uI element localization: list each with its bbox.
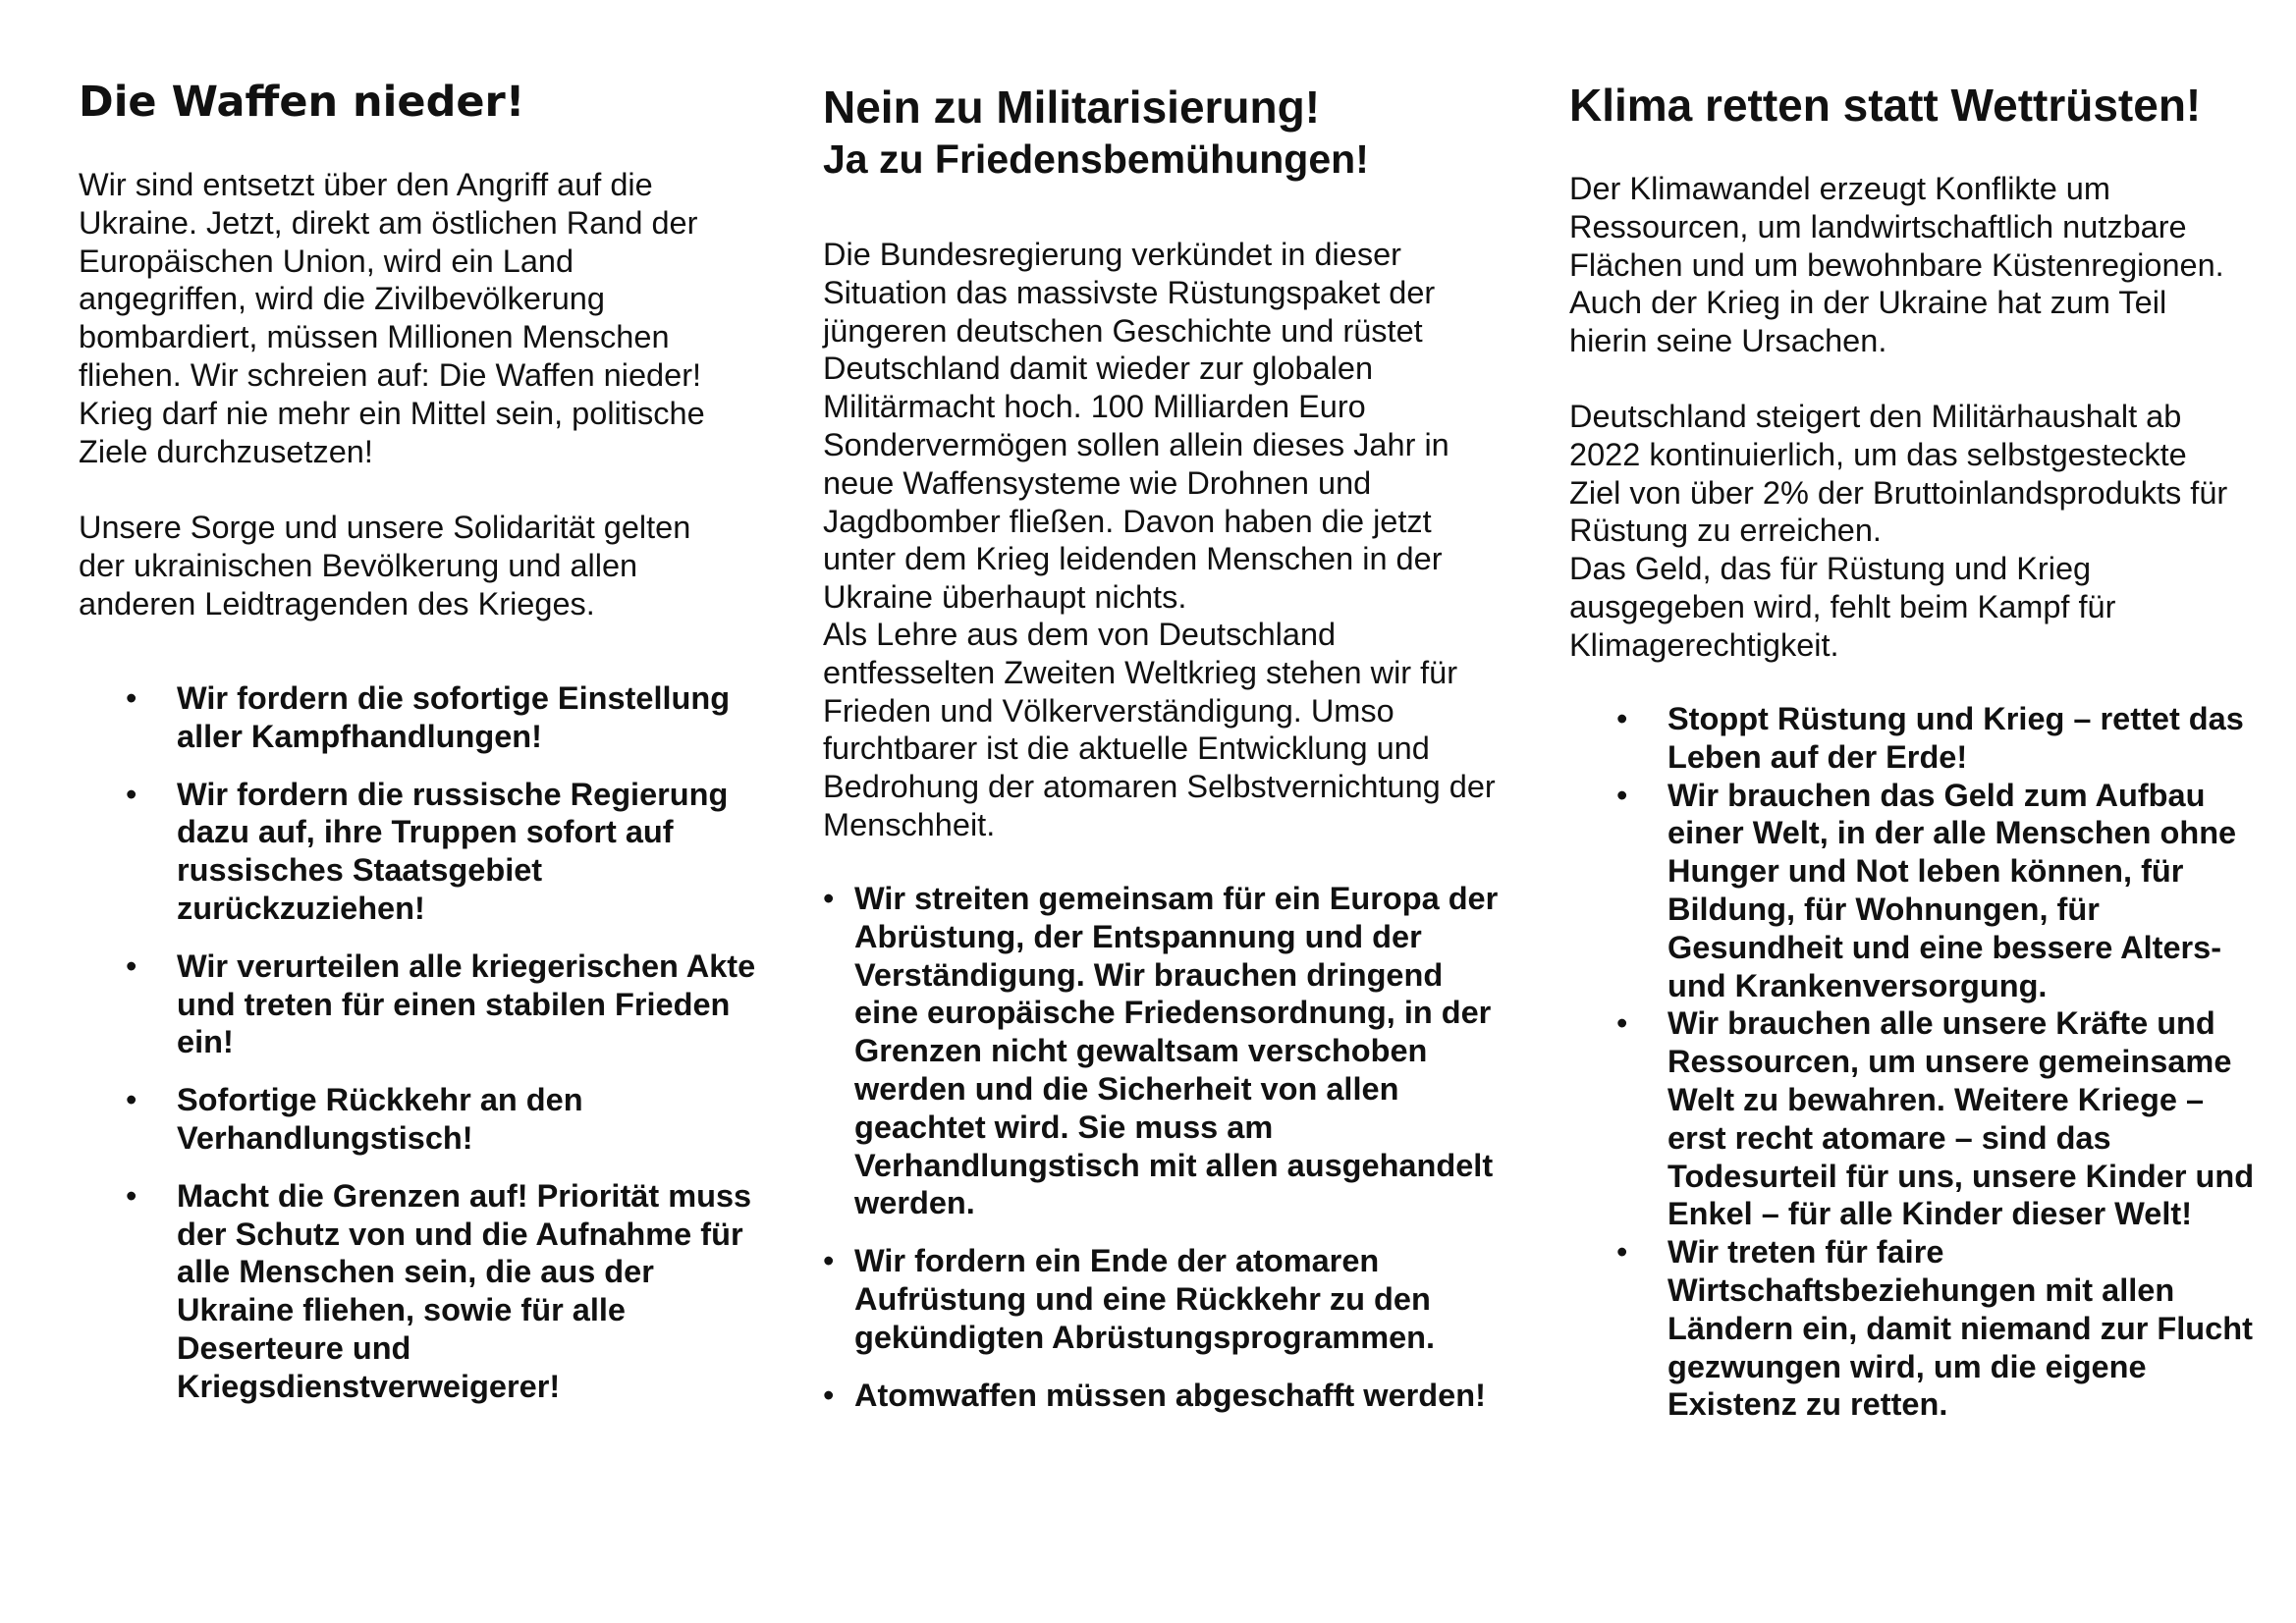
column3-paragraph-3: Das Geld, das für Rüstung und Krieg ausgegeben wird, fehlt beim Kampf für Klimagerechtigkeit. bbox=[1569, 551, 2116, 663]
list-item bbox=[1569, 1233, 2257, 1424]
column3-title: Klima retten statt Wettrüsten! bbox=[1569, 80, 2202, 131]
bullet-icon: • bbox=[126, 680, 137, 716]
bullet-icon: • bbox=[1616, 1234, 1628, 1271]
list-item bbox=[823, 880, 1510, 1222]
column1-paragraph-1: Wir sind entsetzt über den Angriff auf die Ukraine. Jetzt, direkt am östlichen Rand der Europäischen Union, wird ein Land angegriffen, wird die Zivilbevölkerung bombardiert, müssen Millionen Menschen fliehen. Wir schreien auf: Die Waffen nieder! Krieg darf nie mehr ein Mittel sein, politische Ziele durchzusetzen! bbox=[79, 167, 705, 469]
list-item-text: Wir fordern die sofortige Einstellung aller Kampfhandlungen! bbox=[177, 680, 731, 754]
bullet-icon: • bbox=[126, 776, 137, 812]
list-item-text: Stoppt Rüstung und Krieg – rettet das Leben auf der Erde! bbox=[1667, 701, 2244, 775]
list-item bbox=[823, 1242, 1510, 1356]
bullet-icon: • bbox=[1616, 701, 1628, 736]
column2-paragraph-2: Als Lehre aus dem von Deutschland entfesselten Zweiten Weltkrieg stehen wir für Frieden und Völkerverständigung. Umso furchtbarer ist die aktuelle Entwicklung und Bedrohung der atomaren Selbstvernichtung der Menschheit. bbox=[823, 617, 1496, 842]
list-item-text: Wir treten für faire Wirtschaftsbeziehungen mit allen Ländern ein, damit niemand zur Flucht gezwungen wird, um die eigene Existenz zu retten. bbox=[1667, 1234, 2253, 1423]
list-item-text: Wir streiten gemeinsam für ein Europa der Abrüstung, der Entspannung und der Verständigung. Wir brauchen dringend eine europäische Friedensordnung, in der Grenzen nicht gewaltsam verschoben werden und die Sicherheit von allen geachtet wird. Sie muss am Verhandlungstisch mit allen ausgehandelt werden. bbox=[854, 881, 1499, 1221]
bullet-icon: • bbox=[823, 1243, 835, 1279]
list-item bbox=[1569, 700, 2257, 777]
bullet-icon: • bbox=[1616, 1005, 1628, 1042]
list-item-text: Atomwaffen müssen abgeschafft werden! bbox=[854, 1377, 1486, 1413]
column1-title: Die Waffen nieder! bbox=[79, 78, 525, 127]
column2-subtitle: Ja zu Friedensbemühungen! bbox=[823, 136, 1369, 182]
list-item-text: Wir verurteilen alle kriegerischen Akte und treten für einen stabilen Frieden ein! bbox=[177, 947, 756, 1060]
column3-paragraph-2: Deutschland steigert den Militärhaushalt ab 2022 kontinuierlich, um das selbstgesteckte Ziel von über 2% der Bruttoinlandsprodukts für Rüstung zu erreichen. bbox=[1569, 399, 2228, 549]
list-item bbox=[1569, 777, 2257, 1005]
bullet-icon: • bbox=[1616, 777, 1628, 813]
bullet-icon: • bbox=[126, 947, 137, 984]
bullet-icon: • bbox=[823, 881, 835, 916]
column1-demands-list bbox=[79, 679, 766, 1426]
column1-paragraph-2: Unsere Sorge und unsere Solidarität gelten der ukrainischen Bevölkerung und allen anderen Leidtragenden des Krieges. bbox=[79, 510, 691, 622]
list-item-text: Wir brauchen das Geld zum Aufbau einer Welt, in der alle Menschen ohne Hunger und Not leben können, für Bildung, für Wohnungen, für Gesundheit und eine bessere Alters- und Krankenversorgung. bbox=[1667, 777, 2237, 1003]
list-item-text: Macht die Grenzen auf! Priorität muss der Schutz von und die Aufnahme für alle Menschen sein, die aus der Ukraine fliehen, sowie für alle Deserteure und Kriegsdienstverweigerer! bbox=[177, 1177, 752, 1404]
list-item bbox=[79, 679, 766, 756]
list-item bbox=[79, 776, 766, 928]
list-item-text: Wir fordern ein Ende der atomaren Aufrüstung und eine Rückkehr zu den gekündigten Abrüstungsprogrammen. bbox=[854, 1243, 1436, 1355]
column3-demands-list bbox=[1569, 700, 2257, 1424]
column2-demands-list bbox=[823, 880, 1510, 1434]
list-item-text: Sofortige Rückkehr an den Verhandlungstisch! bbox=[177, 1082, 583, 1156]
list-item-text: Wir brauchen alle unsere Kräfte und Ressourcen, um unsere gemeinsame Welt zu bewahren. Weitere Kriege – erst recht atomare – sind das Todesurteil für uns, unsere Kinder und Enkel – für alle Kinder dieser Welt! bbox=[1667, 1005, 2255, 1232]
list-item bbox=[79, 1081, 766, 1158]
list-item-text: Wir fordern die russische Regierung dazu auf, ihre Truppen sofort auf russisches Staatsgebiet zurückzuziehen! bbox=[177, 776, 729, 926]
bullet-icon: • bbox=[823, 1377, 835, 1413]
bullet-icon: • bbox=[126, 1082, 137, 1118]
column2-paragraph-1: Die Bundesregierung verkündet in dieser Situation das massivste Rüstungspaket der jüngeren deutschen Geschichte und rüstet Deutschland damit wieder zur globalen Militärmacht hoch. 100 Milliarden Euro Sondervermögen sollen allein dieses Jahr in neue Waffensysteme wie Drohnen und Jagdbomber fließen. Davon haben die jetzt unter dem Krieg leidenden Menschen in der Ukraine überhaupt nichts. bbox=[823, 237, 1449, 616]
list-item bbox=[79, 947, 766, 1061]
list-item bbox=[1569, 1004, 2257, 1233]
list-item bbox=[823, 1377, 1510, 1415]
bullet-icon: • bbox=[126, 1177, 137, 1214]
list-item bbox=[79, 1177, 766, 1406]
column2-title: Nein zu Militarisierung! bbox=[823, 81, 1321, 133]
column3-paragraph-1: Der Klimawandel erzeugt Konflikte um Ressourcen, um landwirtschaftlich nutzbare Flächen und um bewohnbare Küstenregionen. Auch der Krieg in der Ukraine hat zum Teil hierin seine Ursachen. bbox=[1569, 171, 2224, 359]
